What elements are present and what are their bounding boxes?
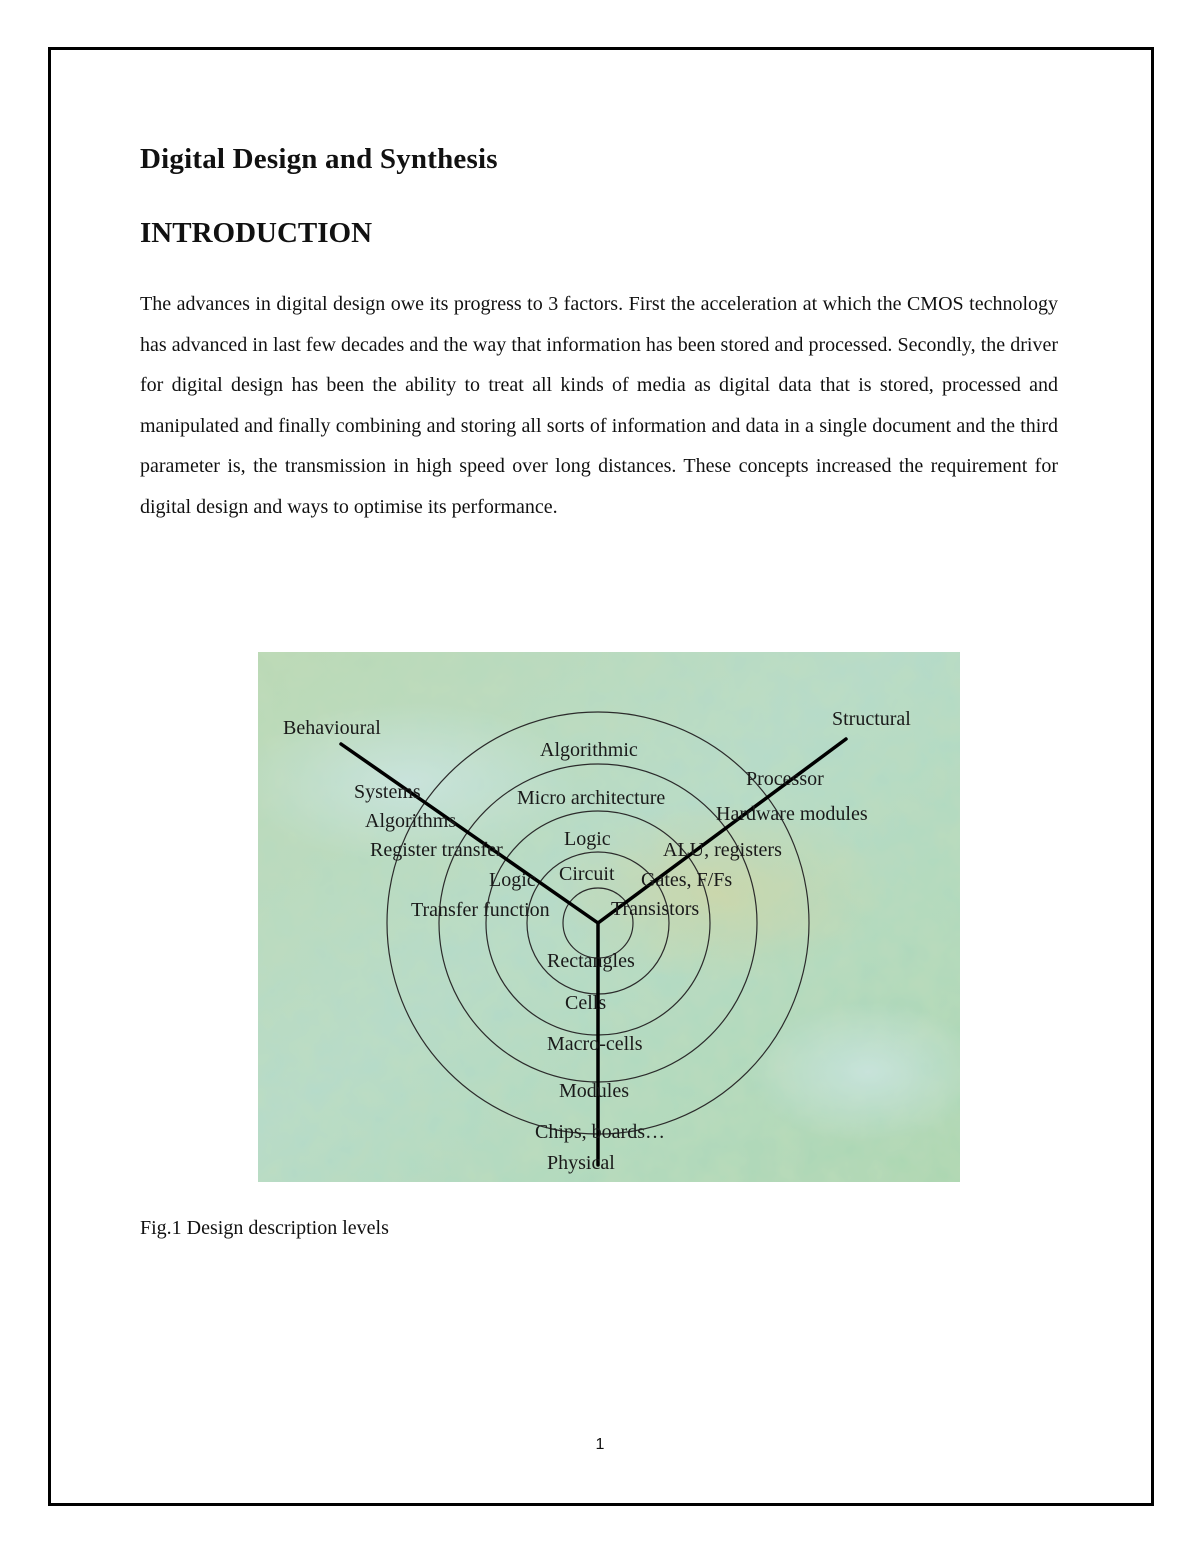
axis-label-structural: Structural — [832, 708, 911, 730]
behavioural-item-label: Systems — [354, 781, 421, 803]
behavioural-item-label: Algorithms — [365, 810, 457, 832]
structural-item-label: Transistors — [611, 898, 700, 920]
physical-item-label: Rectangles — [547, 950, 635, 972]
axis-label-physical: Physical — [547, 1152, 615, 1174]
physical-item-label: Modules — [559, 1080, 629, 1102]
axis-label-behavioural: Behavioural — [283, 717, 381, 739]
behavioural-item-label: Register transfer — [370, 839, 503, 861]
structural-item-label: Processor — [746, 768, 824, 790]
physical-item-label: Cells — [565, 992, 607, 1014]
section-heading: INTRODUCTION — [140, 217, 373, 249]
y-chart-diagram — [258, 652, 960, 1182]
level-label-logic: Logic — [564, 828, 611, 850]
behavioural-item-label: Logic — [489, 869, 536, 891]
behavioural-item-label: Transfer function — [411, 899, 550, 921]
physical-item-label: Chips, boards… — [535, 1121, 665, 1143]
document-title: Digital Design and Synthesis — [140, 143, 498, 175]
level-label-circuit: Circuit — [559, 863, 615, 885]
physical-item-label: Macro-cells — [547, 1033, 643, 1055]
level-label-micro-architecture: Micro architecture — [517, 787, 666, 809]
structural-item-label: ALU, registers — [663, 839, 782, 861]
structural-item-label: Hardware modules — [716, 803, 868, 825]
page-number: 1 — [595, 1436, 605, 1453]
intro-paragraph: The advances in digital design owe its progress to 3 factors. First the acceleration at which the CMOS technology has advanced in last few decades and the way that information has been stored and processed. Secondly, the driver for digital design has been the ability to treat all kinds of media as digital data that is stored, processed and manipulated and finally combining and storing all sorts of information and data in a single document and the third parameter is, the transmission in high speed over long distances. These concepts increased the requirement for digital design and ways to optimise its performance. — [140, 293, 1058, 518]
level-label-algorithmic: Algorithmic — [540, 739, 638, 761]
y-chart-figure — [258, 652, 960, 1182]
structural-item-label: Gates, F/Fs — [641, 869, 733, 891]
figure-caption: Fig.1 Design description levels — [140, 1217, 389, 1239]
